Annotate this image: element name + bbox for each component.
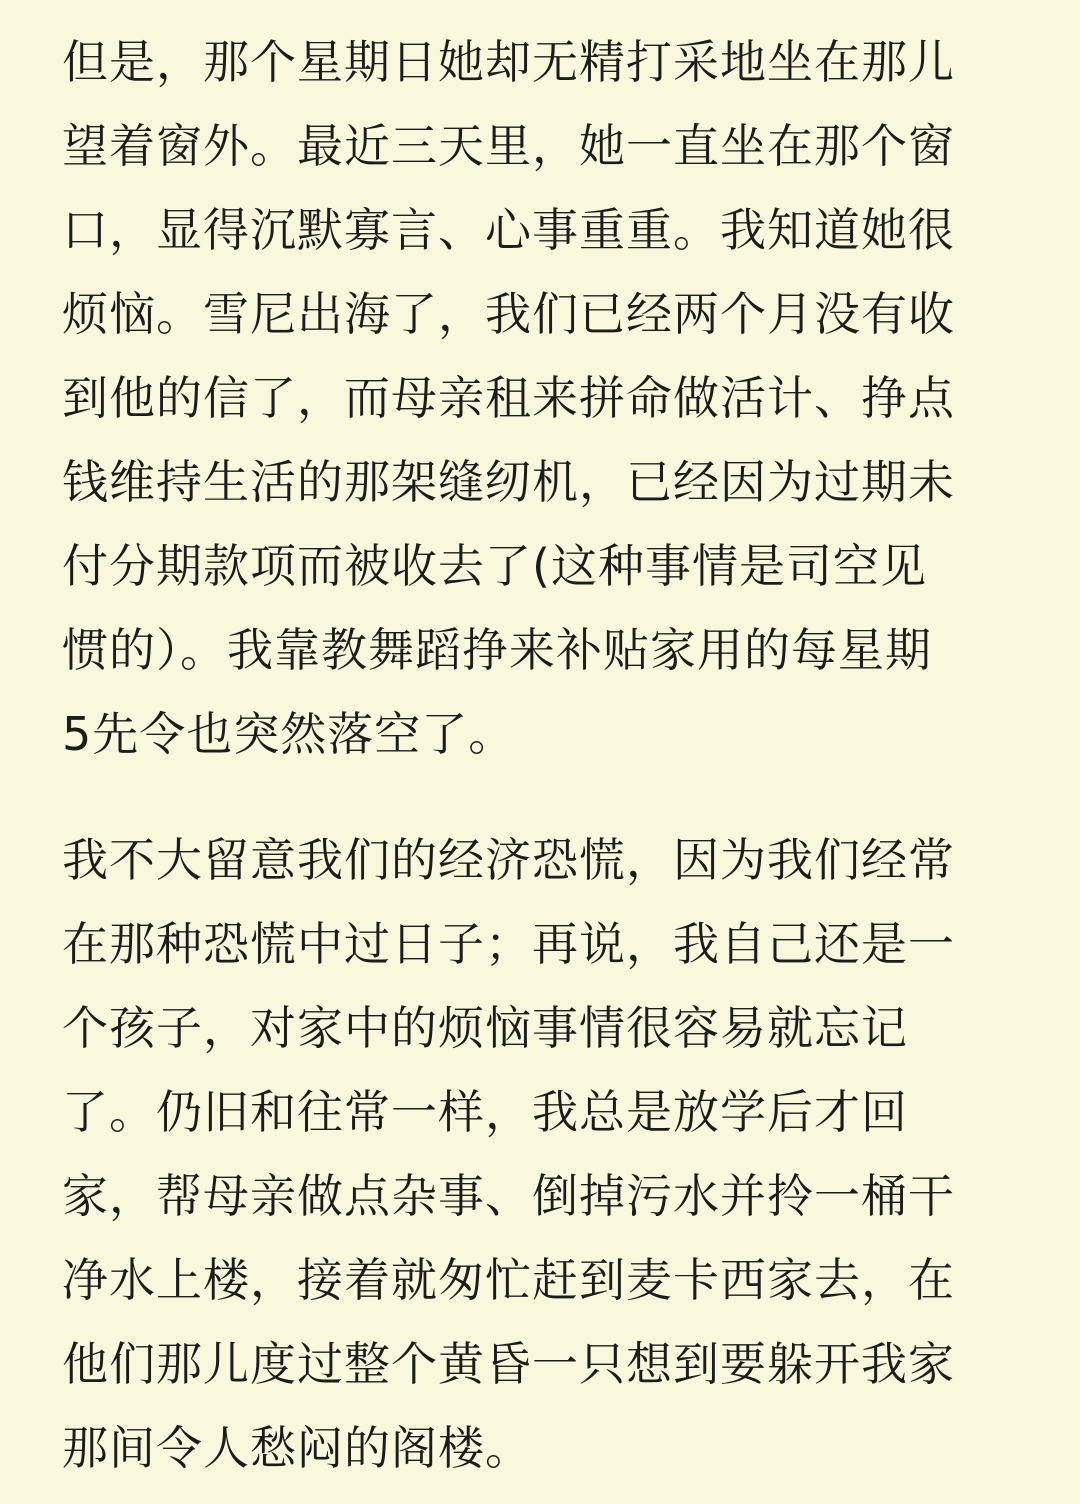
paragraph-1 bbox=[62, 20, 1022, 776]
paragraph-2 bbox=[62, 818, 1022, 1490]
text-line: 烦恼。雪尼出海了，我们已经两个月没有收 bbox=[62, 287, 955, 341]
text-line: 家，帮母亲做点杂事、倒掉污水并拎一桶干 bbox=[62, 1169, 955, 1223]
text-line: 个孩子，对家中的烦恼事情很容易就忘记 bbox=[62, 1001, 908, 1055]
text-line: 付分期款项而被收去了(这种事情是司空见 bbox=[62, 539, 927, 593]
text-line: 惯的）。我靠教舞蹈挣来补贴家用的每星期 bbox=[62, 623, 932, 677]
text-line: 到他的信了，而母亲租来拼命做活计、挣点 bbox=[62, 371, 955, 425]
text-line: 望着窗外。最近三天里，她一直坐在那个窗 bbox=[62, 119, 955, 173]
text-line: 口，显得沉默寡言、心事重重。我知道她很 bbox=[62, 203, 955, 257]
text-line: 钱维持生活的那架缝纫机，已经因为过期未 bbox=[62, 455, 955, 509]
text-line: 5先令也突然落空了。 bbox=[62, 707, 516, 761]
text-line: 了。仍旧和往常一样，我总是放学后才回 bbox=[62, 1085, 908, 1139]
text-line: 他们那儿度过整个黄昏一只想到要躲开我家 bbox=[62, 1337, 955, 1391]
text-line: 那间令人愁闷的阁楼。 bbox=[62, 1421, 532, 1475]
text-line: 但是，那个星期日她却无精打采地坐在那儿 bbox=[62, 35, 955, 89]
text-line: 净水上楼，接着就匆忙赶到麦卡西家去，在 bbox=[62, 1253, 955, 1307]
text-line: 我不大留意我们的经济恐慌，因为我们经常 bbox=[62, 833, 955, 887]
text-line: 在那种恐慌中过日子；再说，我自己还是一 bbox=[62, 917, 955, 971]
